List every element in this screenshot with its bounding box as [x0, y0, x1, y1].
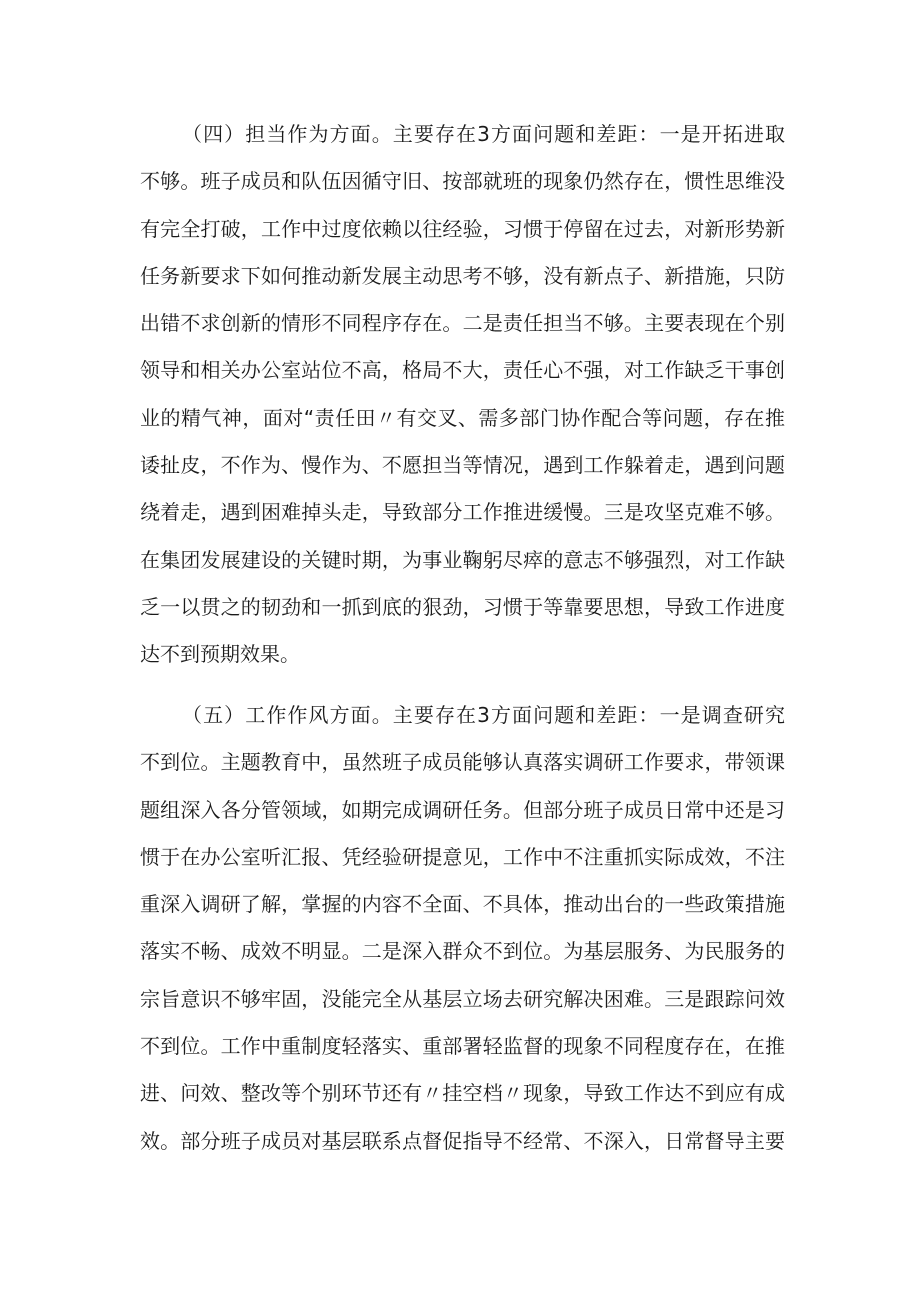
paragraph-section-4: [140, 111, 785, 679]
paragraph-line: 不到位。工作中重制度轻落实、重部署轻监督的现象不同程度存在，在推: [140, 1034, 785, 1059]
paragraph-line: 题组深入各分管领域，如期完成调研任务。但部分班子成员日常中还是习: [140, 797, 785, 822]
paragraph-line: （四）担当作为方面。主要存在3方面问题和差距：一是开拓进取: [182, 122, 785, 146]
paragraph-line: 达不到预期效果。: [140, 642, 300, 667]
paragraph-line: （五）工作作风方面。主要存在3方面问题和差距：一是调查研究: [182, 703, 785, 727]
paragraph-line: 效。部分班子成员对基层联系点督促指导不经常、不深入，日常督导主要: [140, 1128, 785, 1153]
paragraph-line: 乏一以贯之的韧劲和一抓到底的狠劲，习惯于等靠要思想，导致工作进度: [140, 594, 785, 619]
paragraph-line: 绕着走，遇到困难掉头走，导致部分工作推进缓慢。三是攻坚克难不够。: [140, 500, 785, 525]
paragraph-line: 业的精气神，面对“责任田〃有交叉、需多部门协作配合等问题，存在推: [140, 405, 785, 430]
paragraph-line: 惯于在办公室听汇报、凭经验研提意见，工作中不注重抓实际成效，不注: [140, 844, 785, 869]
paragraph-line: 出错不求创新的情形不同程序存在。二是责任担当不够。主要表现在个别: [140, 311, 785, 336]
paragraph-line: 领导和相关办公室站位不高，格局不大，责任心不强，对工作缺乏干事创: [140, 358, 785, 383]
paragraph-line: 不到位。主题教育中，虽然班子成员能够认真落实调研工作要求，带领课: [140, 750, 785, 775]
paragraph-line: 有完全打破，工作中过度依赖以往经验，习惯于停留在过去，对新形势新: [140, 216, 785, 241]
paragraph-line: 任务新要求下如何推动新发展主动思考不够，没有新点子、新措施，只防: [140, 263, 785, 288]
paragraph-line: 进、问效、整改等个别环节还有〃挂空档〃现象，导致工作达不到应有成: [140, 1081, 785, 1106]
paragraph-line: 宗旨意识不够牢固，没能完全从基层立场去研究解决困难。三是跟踪问效: [140, 986, 785, 1011]
paragraph-section-5: [140, 692, 785, 1165]
paragraph-line: 落实不畅、成效不明显。二是深入群众不到位。为基层服务、为民服务的: [140, 939, 785, 964]
paragraph-line: 不够。班子成员和队伍因循守旧、按部就班的现象仍然存在，惯性思维没: [140, 169, 785, 194]
paragraph-line: 重深入调研了解，掌握的内容不全面、不具体，推动出台的一些政策措施: [140, 892, 785, 917]
paragraph-line: 在集团发展建设的关键时期，为事业鞠躬尽瘁的意志不够强烈，对工作缺: [140, 547, 785, 572]
paragraph-line: 诿扯皮，不作为、慢作为、不愿担当等情况，遇到工作躲着走，遇到问题: [140, 453, 785, 478]
